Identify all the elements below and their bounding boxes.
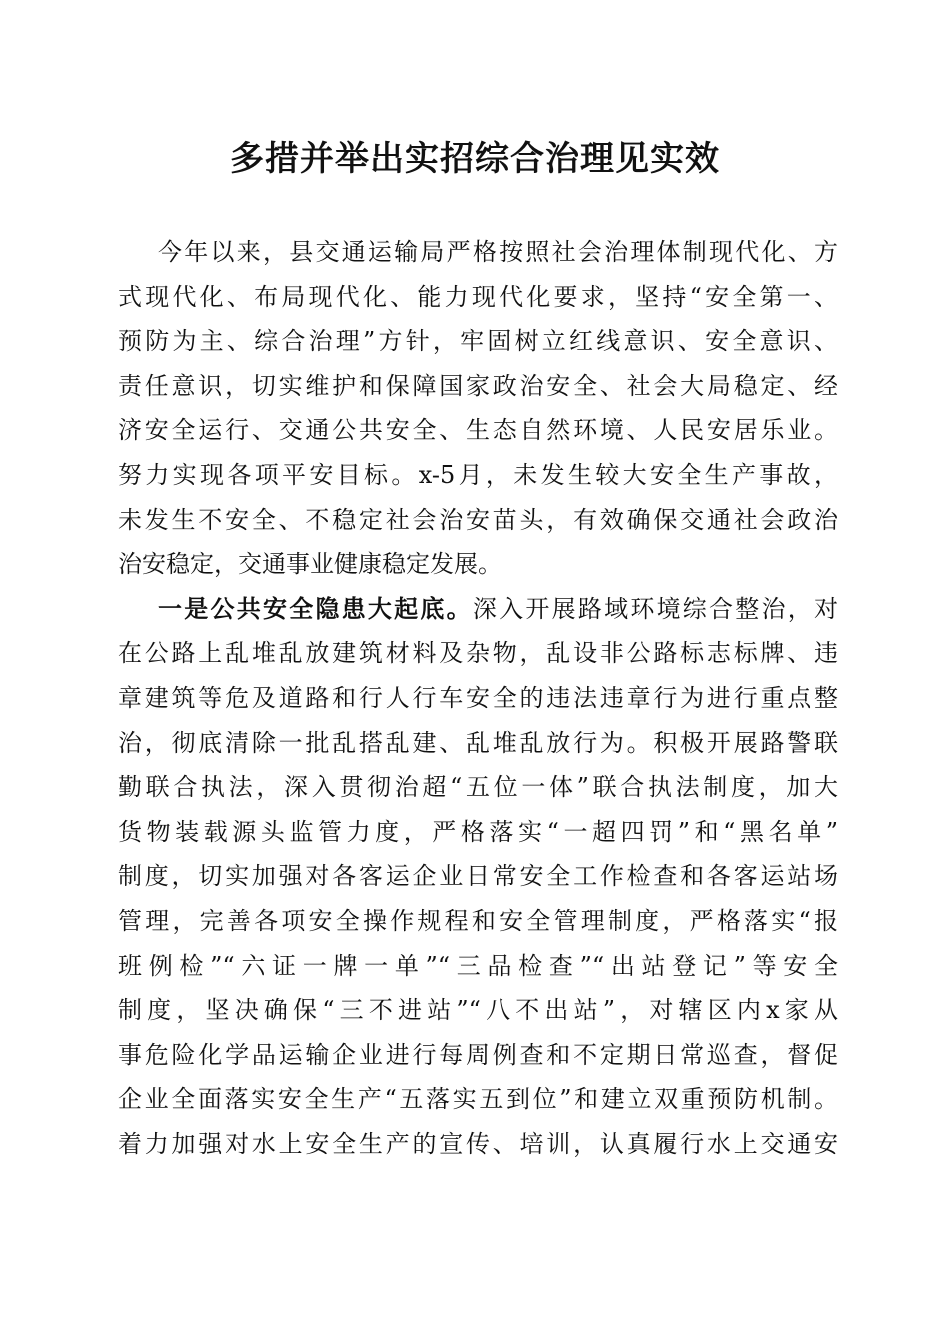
paragraph-1-line: 责任意识，切实维护和保障国家政治安全、社会大局稳定、经 [118, 371, 838, 400]
paragraph-2-line: 章建筑等危及道路和行人行车安全的违法违章行为进行重点整 [118, 683, 838, 712]
paragraph-2-line: 着力加强对水上安全生产的宣传、培训，认真履行水上交通安 [118, 1129, 838, 1158]
paragraph-2-first-rest: 深入开展路域环境综合整治，对 [472, 594, 839, 623]
paragraph-1-line: 未发生不安全、不稳定社会治安苗头，有效确保交通社会政治 [118, 505, 838, 534]
paragraph-2-line: 管理，完善各项安全操作规程和安全管理制度，严格落实“报 [118, 906, 838, 935]
paragraph-2-line: 治，彻底清除一批乱搭乱建、乱堆乱放行为。积极开展路警联 [118, 728, 838, 757]
paragraph-1-line: 式现代化、布局现代化、能力现代化要求，坚持“安全第一、 [118, 282, 838, 311]
paragraph-2-line: 班例检”“六证一牌一单”“三品检查”“出站登记”等安全 [118, 951, 838, 980]
paragraph-2-line: 勤联合执法，深入贯彻治超“五位一体”联合执法制度，加大 [118, 773, 838, 802]
paragraph-2-line: 在公路上乱堆乱放建筑材料及杂物，乱设非公路标志标牌、违 [118, 639, 838, 668]
paragraph-1-line: 今年以来，县交通运输局严格按照社会治理体制现代化、方 [158, 238, 838, 266]
paragraph-1-line: 济安全运行、交通公共安全、生态自然环境、人民安居乐业。 [118, 416, 838, 445]
paragraph-1-line: 预防为主、综合治理”方针，牢固树立红线意识、安全意识、 [118, 327, 838, 356]
paragraph-2-line: 货物装载源头监管力度，严格落实“一超四罚”和“黑名单” [118, 817, 838, 846]
paragraph-2-first-line [118, 587, 838, 632]
paragraph-2-line: 制度，坚决确保“三不进站”“八不出站”，对辖区内x家从 [118, 996, 838, 1025]
paragraph-2-line: 制度，切实加强对各客运企业日常安全工作检查和各客运站场 [118, 862, 838, 891]
document-body [118, 230, 838, 1166]
document-title: 多措并举出实招综合治理见实效 [230, 139, 720, 179]
paragraph-2-line: 事危险化学品运输企业进行每周例查和不定期日常巡查，督促 [118, 1040, 838, 1069]
paragraph-2-line: 企业全面落实安全生产“五落实五到位”和建立双重预防机制。 [118, 1085, 838, 1114]
paragraph-1-line: 努力实现各项平安目标。x-5月，未发生较大安全生产事故， [118, 460, 838, 489]
paragraph-2-lead: 一是公共安全隐患大起底。 [158, 593, 473, 623]
paragraph-1-line: 治安稳定，交通事业健康稳定发展。 [118, 550, 502, 579]
